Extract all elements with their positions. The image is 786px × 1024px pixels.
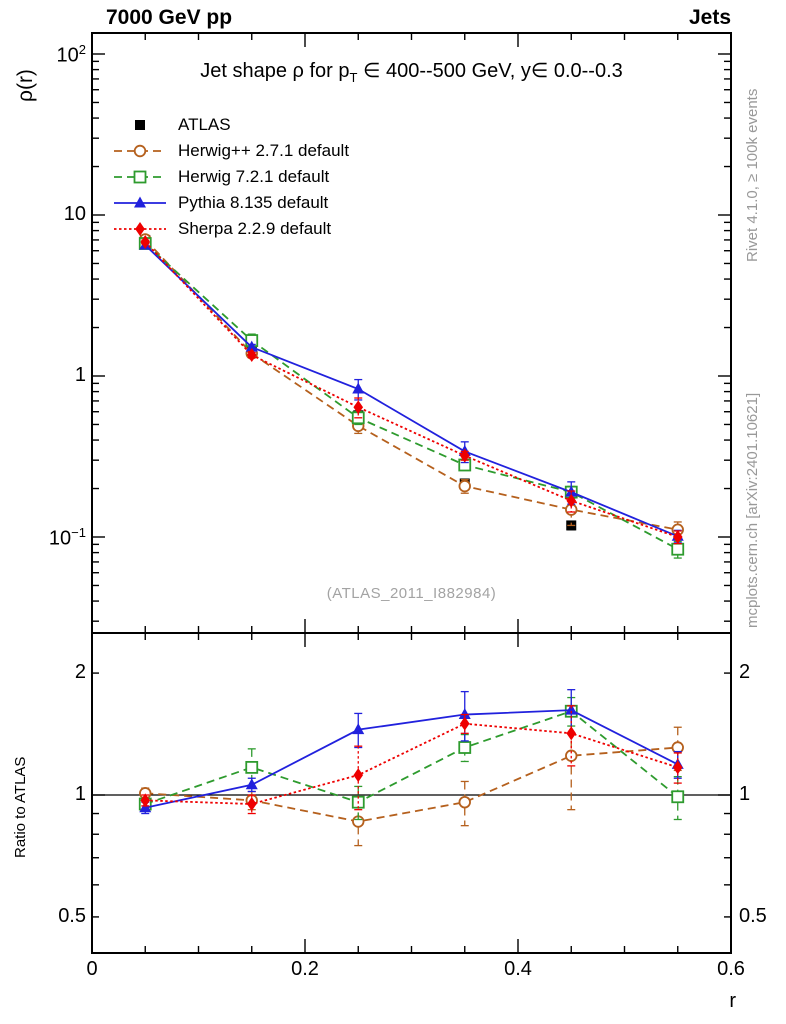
mcplots-citation-note: mcplots.cern.ch [arXiv:2401.10621]: [744, 392, 761, 628]
y2-tick-label-right: 2: [739, 661, 751, 684]
analysis-id-watermark: (ATLAS_2011_I882984): [326, 585, 497, 602]
legend-label: Herwig 7.2.1 default: [178, 167, 330, 186]
legend-marker-circle-open-icon: [112, 142, 168, 160]
y1-tick-label: $10^2$: [56, 42, 86, 67]
legend-item-pythia: [112, 190, 349, 216]
y-axis-label-main: ρ(r): [14, 69, 37, 102]
y2-tick-label-left: 0.5: [58, 904, 86, 927]
analysis-group-label: Jets: [688, 6, 731, 29]
x-tick-label: 0.6: [717, 958, 745, 980]
legend-item-sherpa: [112, 216, 349, 242]
legend-label: ATLAS: [178, 115, 231, 134]
y2-tick-label-right: 1: [739, 783, 751, 805]
y2-tick-label-left: 1: [74, 783, 86, 805]
legend-label: Sherpa 2.2.9 default: [178, 219, 332, 238]
y2-tick-label-left: 2: [74, 661, 86, 684]
rivet-version-note: Rivet 4.1.0, ≥ 100k events: [744, 88, 761, 262]
y1-tick-label: $10^{-1}$: [48, 525, 86, 550]
legend-marker-square-open-icon: [112, 168, 168, 186]
legend-marker-triangle-filled-icon: [112, 194, 168, 212]
plot-title-pre: Jet shape ρ for p: [200, 60, 350, 82]
legend-item-herwigpp: [112, 138, 349, 164]
plot-title: [92, 58, 731, 85]
x-tick-label: 0: [86, 958, 98, 980]
legend-marker-diamond-filled-icon: [112, 220, 168, 238]
legend-marker-square-filled-icon: [112, 116, 168, 134]
legend-item-atlas: [112, 112, 349, 138]
plot-title-post: ∈ 400--500 GeV, y∈ 0.0--0.3: [357, 60, 623, 82]
x-tick-label: 0.4: [504, 958, 532, 980]
x-tick-label: 0.2: [291, 958, 319, 980]
x-axis-label: r: [729, 990, 736, 1012]
legend-label: Herwig++ 2.7.1 default: [178, 141, 350, 160]
y2-tick-label-right: 0.5: [739, 904, 767, 927]
legend: [112, 112, 349, 242]
y1-tick-label: 10: [63, 203, 86, 225]
y1-tick-label: 1: [74, 364, 86, 386]
legend-label: Pythia 8.135 default: [178, 193, 329, 212]
y-axis-label-ratio: Ratio to ATLAS: [12, 756, 29, 858]
plot-title-sub: T: [349, 70, 358, 85]
legend-item-herwig7: [112, 164, 349, 190]
beam-energy-label: 7000 GeV pp: [106, 6, 233, 29]
